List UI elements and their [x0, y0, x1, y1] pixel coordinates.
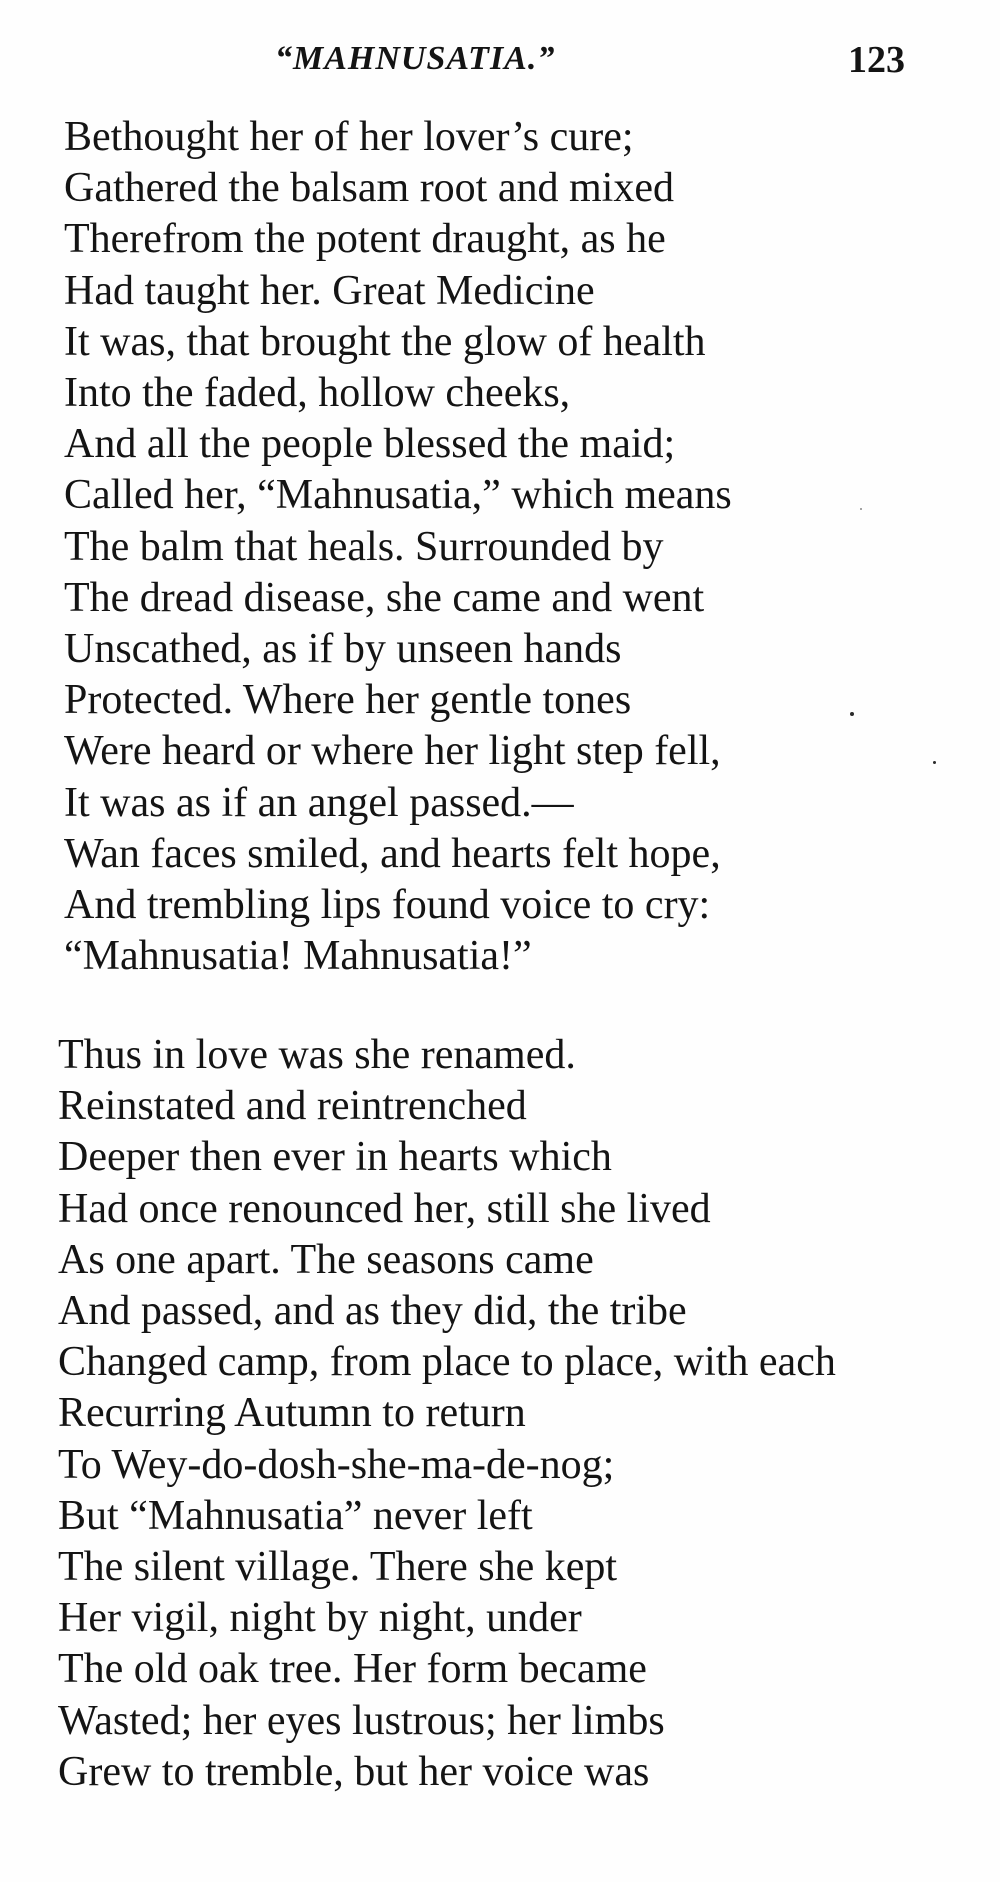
verse-line: And trembling lips found voice to cry:: [64, 882, 711, 929]
verse-line: Called her, “Mahnusatia,” which means: [64, 472, 732, 519]
verse-line: The dread disease, she came and went: [64, 574, 705, 621]
verse-line: Were heard or where her light step fell,: [64, 728, 721, 775]
verse-line: It was as if an angel passed.—: [64, 779, 574, 826]
verse-line: And all the people blessed the maid;: [64, 421, 676, 468]
page-number: 123: [848, 39, 905, 81]
ink-speck: [850, 712, 854, 716]
verse-line: The old oak tree. Her form became: [58, 1646, 647, 1693]
verse-line: Had once renounced her, still she lived: [58, 1185, 711, 1232]
verse-line: Protected. Where her gentle tones: [64, 677, 632, 724]
verse-line: But “Mahnusatia” never left: [58, 1492, 533, 1539]
verse-line: Changed camp, from place to place, with each: [58, 1339, 836, 1386]
verse-line: Gathered the balsam root and mixed: [64, 165, 674, 212]
verse-line: “Mahnusatia! Mahnusatia!”: [64, 933, 532, 980]
page-header: [0, 34, 1000, 94]
verse-line: And passed, and as they did, the tribe: [58, 1288, 687, 1335]
verse-line: Had taught her. Great Medicine: [64, 267, 595, 314]
ink-speck: [933, 761, 936, 764]
verse-line: Wasted; her eyes lustrous; her limbs: [58, 1697, 665, 1744]
verse-line: Her vigil, night by night, under: [58, 1595, 582, 1642]
verse-line: Into the faded, hollow cheeks,: [64, 370, 571, 417]
verse-line: Wan faces smiled, and hearts felt hope,: [64, 830, 721, 877]
verse-line: Therefrom the potent draught, as he: [64, 216, 666, 263]
running-title: “MAHNUSATIA.”: [275, 40, 556, 77]
verse-line: Unscathed, as if by unseen hands: [64, 626, 622, 673]
verse-line: Thus in love was she renamed.: [58, 1032, 576, 1078]
stanza-2: [0, 1030, 1000, 1798]
verse-line: The silent village. There she kept: [58, 1544, 618, 1591]
verse-line: Bethought her of her lover’s cure;: [64, 114, 634, 160]
verse-line: Recurring Autumn to return: [58, 1390, 526, 1437]
ink-speck: [860, 508, 862, 510]
verse-line: Reinstated and reintrenched: [58, 1083, 527, 1130]
verse-line: The balm that heals. Surrounded by: [64, 523, 664, 570]
stanza-1: [0, 112, 1000, 982]
verse-line: Grew to tremble, but her voice was: [58, 1748, 650, 1795]
verse-line: It was, that brought the glow of health: [64, 318, 706, 365]
verse-line: Deeper then ever in hearts which: [58, 1134, 612, 1181]
verse-line: As one apart. The seasons came: [58, 1236, 594, 1283]
verse-line: To Wey-do-dosh-she-ma-de-nog;: [58, 1441, 615, 1488]
